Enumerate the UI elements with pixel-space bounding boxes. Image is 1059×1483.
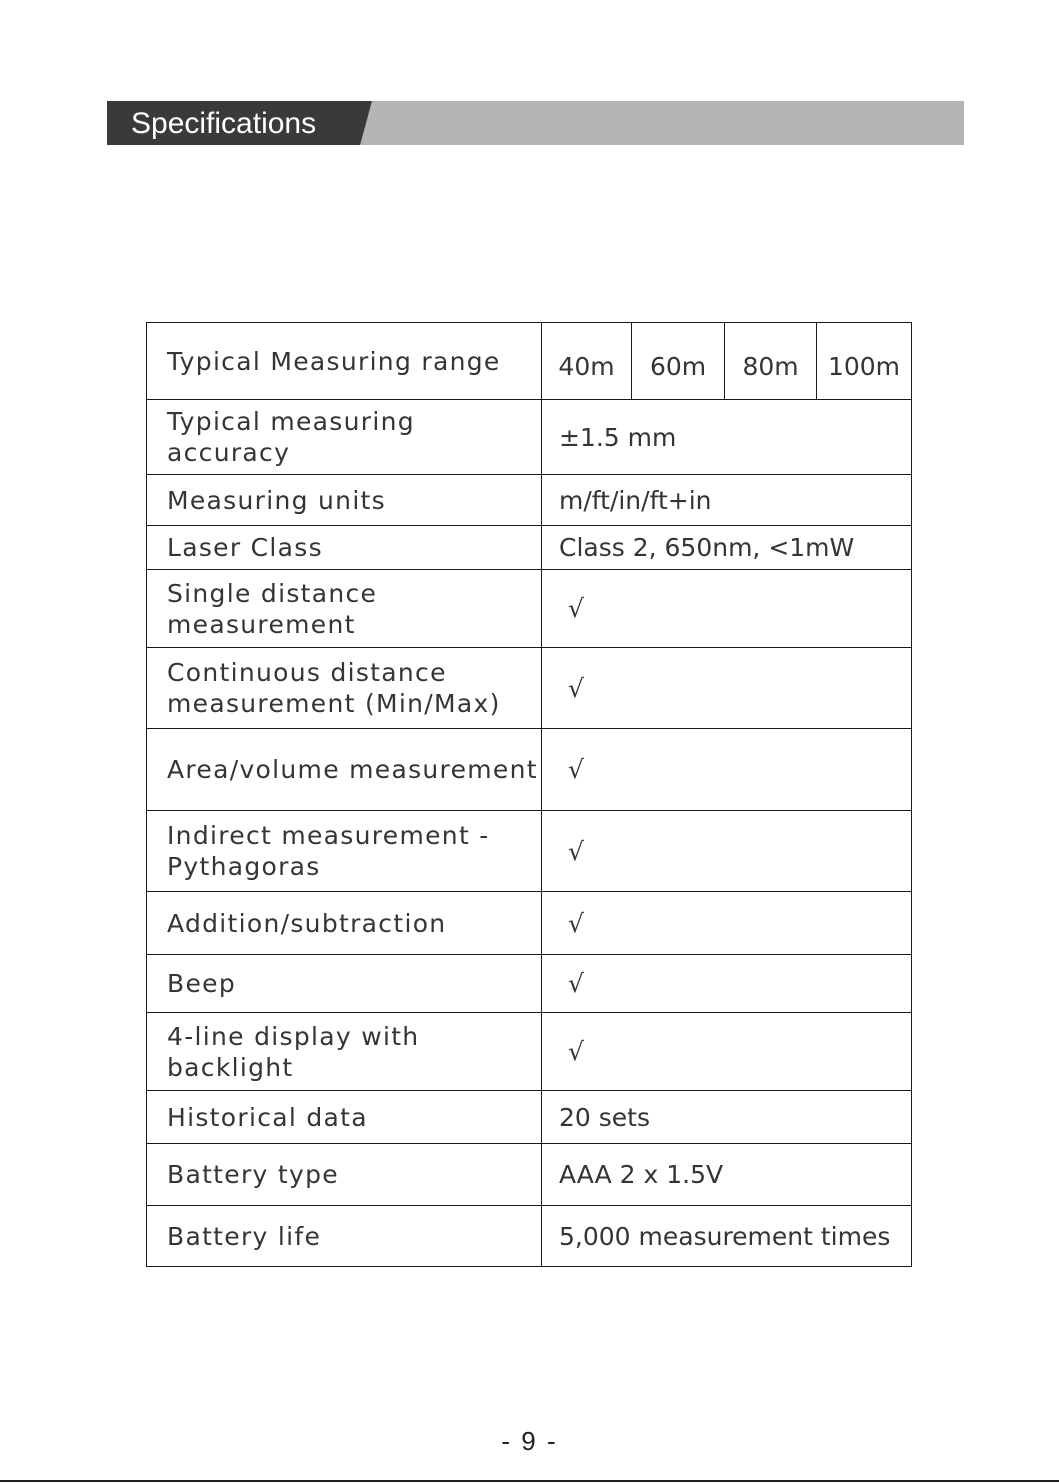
page-bottom-rule <box>0 1480 1059 1482</box>
row-label: Battery type <box>147 1144 542 1206</box>
check-mark: √ <box>542 892 912 955</box>
row-label: Continuous distance measurement (Min/Max) <box>147 648 542 729</box>
row-label: Historical data <box>147 1091 542 1144</box>
check-mark: √ <box>542 1013 912 1091</box>
check-mark: √ <box>542 729 912 811</box>
row-value: m/ft/in/ft+in <box>542 475 912 526</box>
table-row <box>147 1144 912 1206</box>
row-value: ±1.5 mm <box>542 400 912 475</box>
range-value: 60m <box>631 323 724 399</box>
check-mark: √ <box>542 955 912 1013</box>
table-row <box>147 323 912 400</box>
specifications-table <box>146 322 912 1267</box>
row-value: 5,000 measurement times <box>542 1206 912 1267</box>
row-label: Indirect measurement - Pythagoras <box>147 811 542 892</box>
range-value: 40m <box>558 351 615 381</box>
table-row <box>147 729 912 811</box>
row-label: Addition/subtraction <box>147 892 542 955</box>
table-row <box>147 955 912 1013</box>
range-value: 100m <box>816 323 911 399</box>
row-label: Laser Class <box>147 526 542 570</box>
row-label: Beep <box>147 955 542 1013</box>
row-value: AAA 2 x 1.5V <box>542 1144 912 1206</box>
row-label: Battery life <box>147 1206 542 1267</box>
check-mark: √ <box>542 648 912 729</box>
row-label: Typical measuring accuracy <box>147 400 542 475</box>
page-number: - 9 - <box>501 1426 558 1456</box>
row-label: 4-line display with backlight <box>147 1013 542 1091</box>
row-label: Area/volume measurement <box>147 729 542 811</box>
row-value: Class 2, 650nm, <1mW <box>542 526 912 570</box>
row-label: Single distance measurement <box>147 570 542 648</box>
table-row <box>147 892 912 955</box>
check-mark: √ <box>542 811 912 892</box>
table-row <box>147 400 912 475</box>
table-row <box>147 1091 912 1144</box>
table-row <box>147 1013 912 1091</box>
table-row <box>147 1206 912 1267</box>
check-mark: √ <box>542 570 912 648</box>
table-row <box>147 648 912 729</box>
table-row <box>147 811 912 892</box>
row-label: Typical Measuring range <box>147 323 542 400</box>
section-title: Specifications <box>131 107 317 140</box>
table-row <box>147 475 912 526</box>
row-value: 20 sets <box>542 1091 912 1144</box>
range-values-cell <box>542 323 912 400</box>
table-row <box>147 570 912 648</box>
row-label: Measuring units <box>147 475 542 526</box>
table-row <box>147 526 912 570</box>
range-value: 80m <box>724 323 816 399</box>
